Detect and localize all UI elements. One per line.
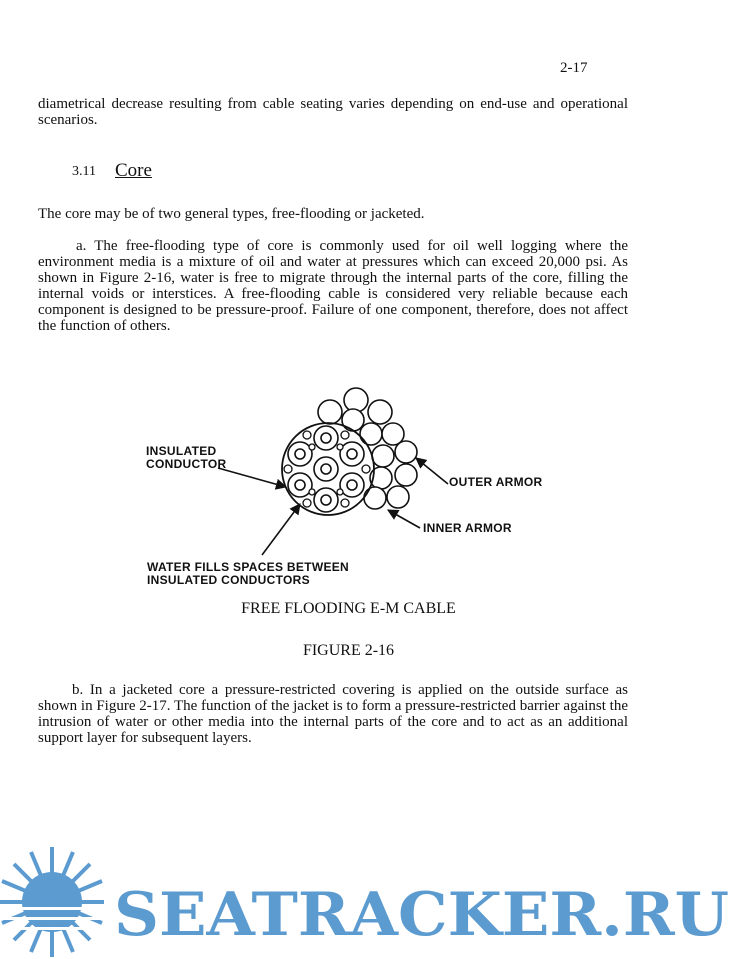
label-water-line1: WATER FILLS SPACES BETWEEN bbox=[147, 560, 350, 574]
cable-cross-section-figure bbox=[0, 380, 741, 595]
insulated-conductors bbox=[288, 426, 364, 512]
figure-caption: FREE FLOODING E-M CABLE bbox=[241, 600, 456, 617]
label-insulated-line2: CONDUCTOR bbox=[146, 457, 227, 471]
watermark bbox=[0, 845, 741, 959]
insulated-conductor-arrow bbox=[218, 468, 286, 487]
label-outer-armor: OUTER ARMOR bbox=[449, 475, 543, 489]
intro-paragraph: diametrical decrease resulting from cable seating varies depending on end-use and operational scenarios. bbox=[38, 96, 628, 128]
label-inner-armor: INNER ARMOR bbox=[423, 521, 512, 535]
sun-logo-icon bbox=[0, 847, 110, 957]
page-number: 2-17 bbox=[560, 60, 588, 76]
figure-number: FIGURE 2-16 bbox=[302, 642, 395, 659]
paragraph-a: a. The free-flooding type of core is commonly used for oil well logging where the environment media is a mixture of oil and water at pressures which can exceed 20,000 psi. As shown in Figure 2-16, water is free to migrate through the internal parts of the core, filling the internal voids or interstices. A free-flooding cable is considered very reliable because each component is designed to be pressure-proof. Failure of one component, therefore, does not affect the function of others. bbox=[38, 238, 628, 334]
section-number: 3.11 bbox=[72, 164, 96, 179]
outer-armor-arrow bbox=[416, 458, 448, 484]
label-water-line2: INSULATED CONDUCTORS bbox=[147, 573, 310, 587]
label-insulated-line1: INSULATED bbox=[146, 444, 217, 458]
section-title: Core bbox=[115, 160, 152, 181]
inner-armor-arrow bbox=[388, 510, 420, 528]
watermark-text: SEATRACKER.RU bbox=[114, 880, 729, 950]
water-arrow bbox=[262, 504, 300, 555]
paragraph-b: b. In a jacketed core a pressure-restricted covering is applied on the outside surface as shown in Figure 2-17. The function of the jacket is to form a pressure-restricted barrier against the intrusion of water or other media into the internal parts of the core and to act as an additional support layer for subsequent layers. bbox=[38, 682, 628, 746]
core-intro-paragraph: The core may be of two general types, free-flooding or jacketed. bbox=[38, 206, 425, 222]
